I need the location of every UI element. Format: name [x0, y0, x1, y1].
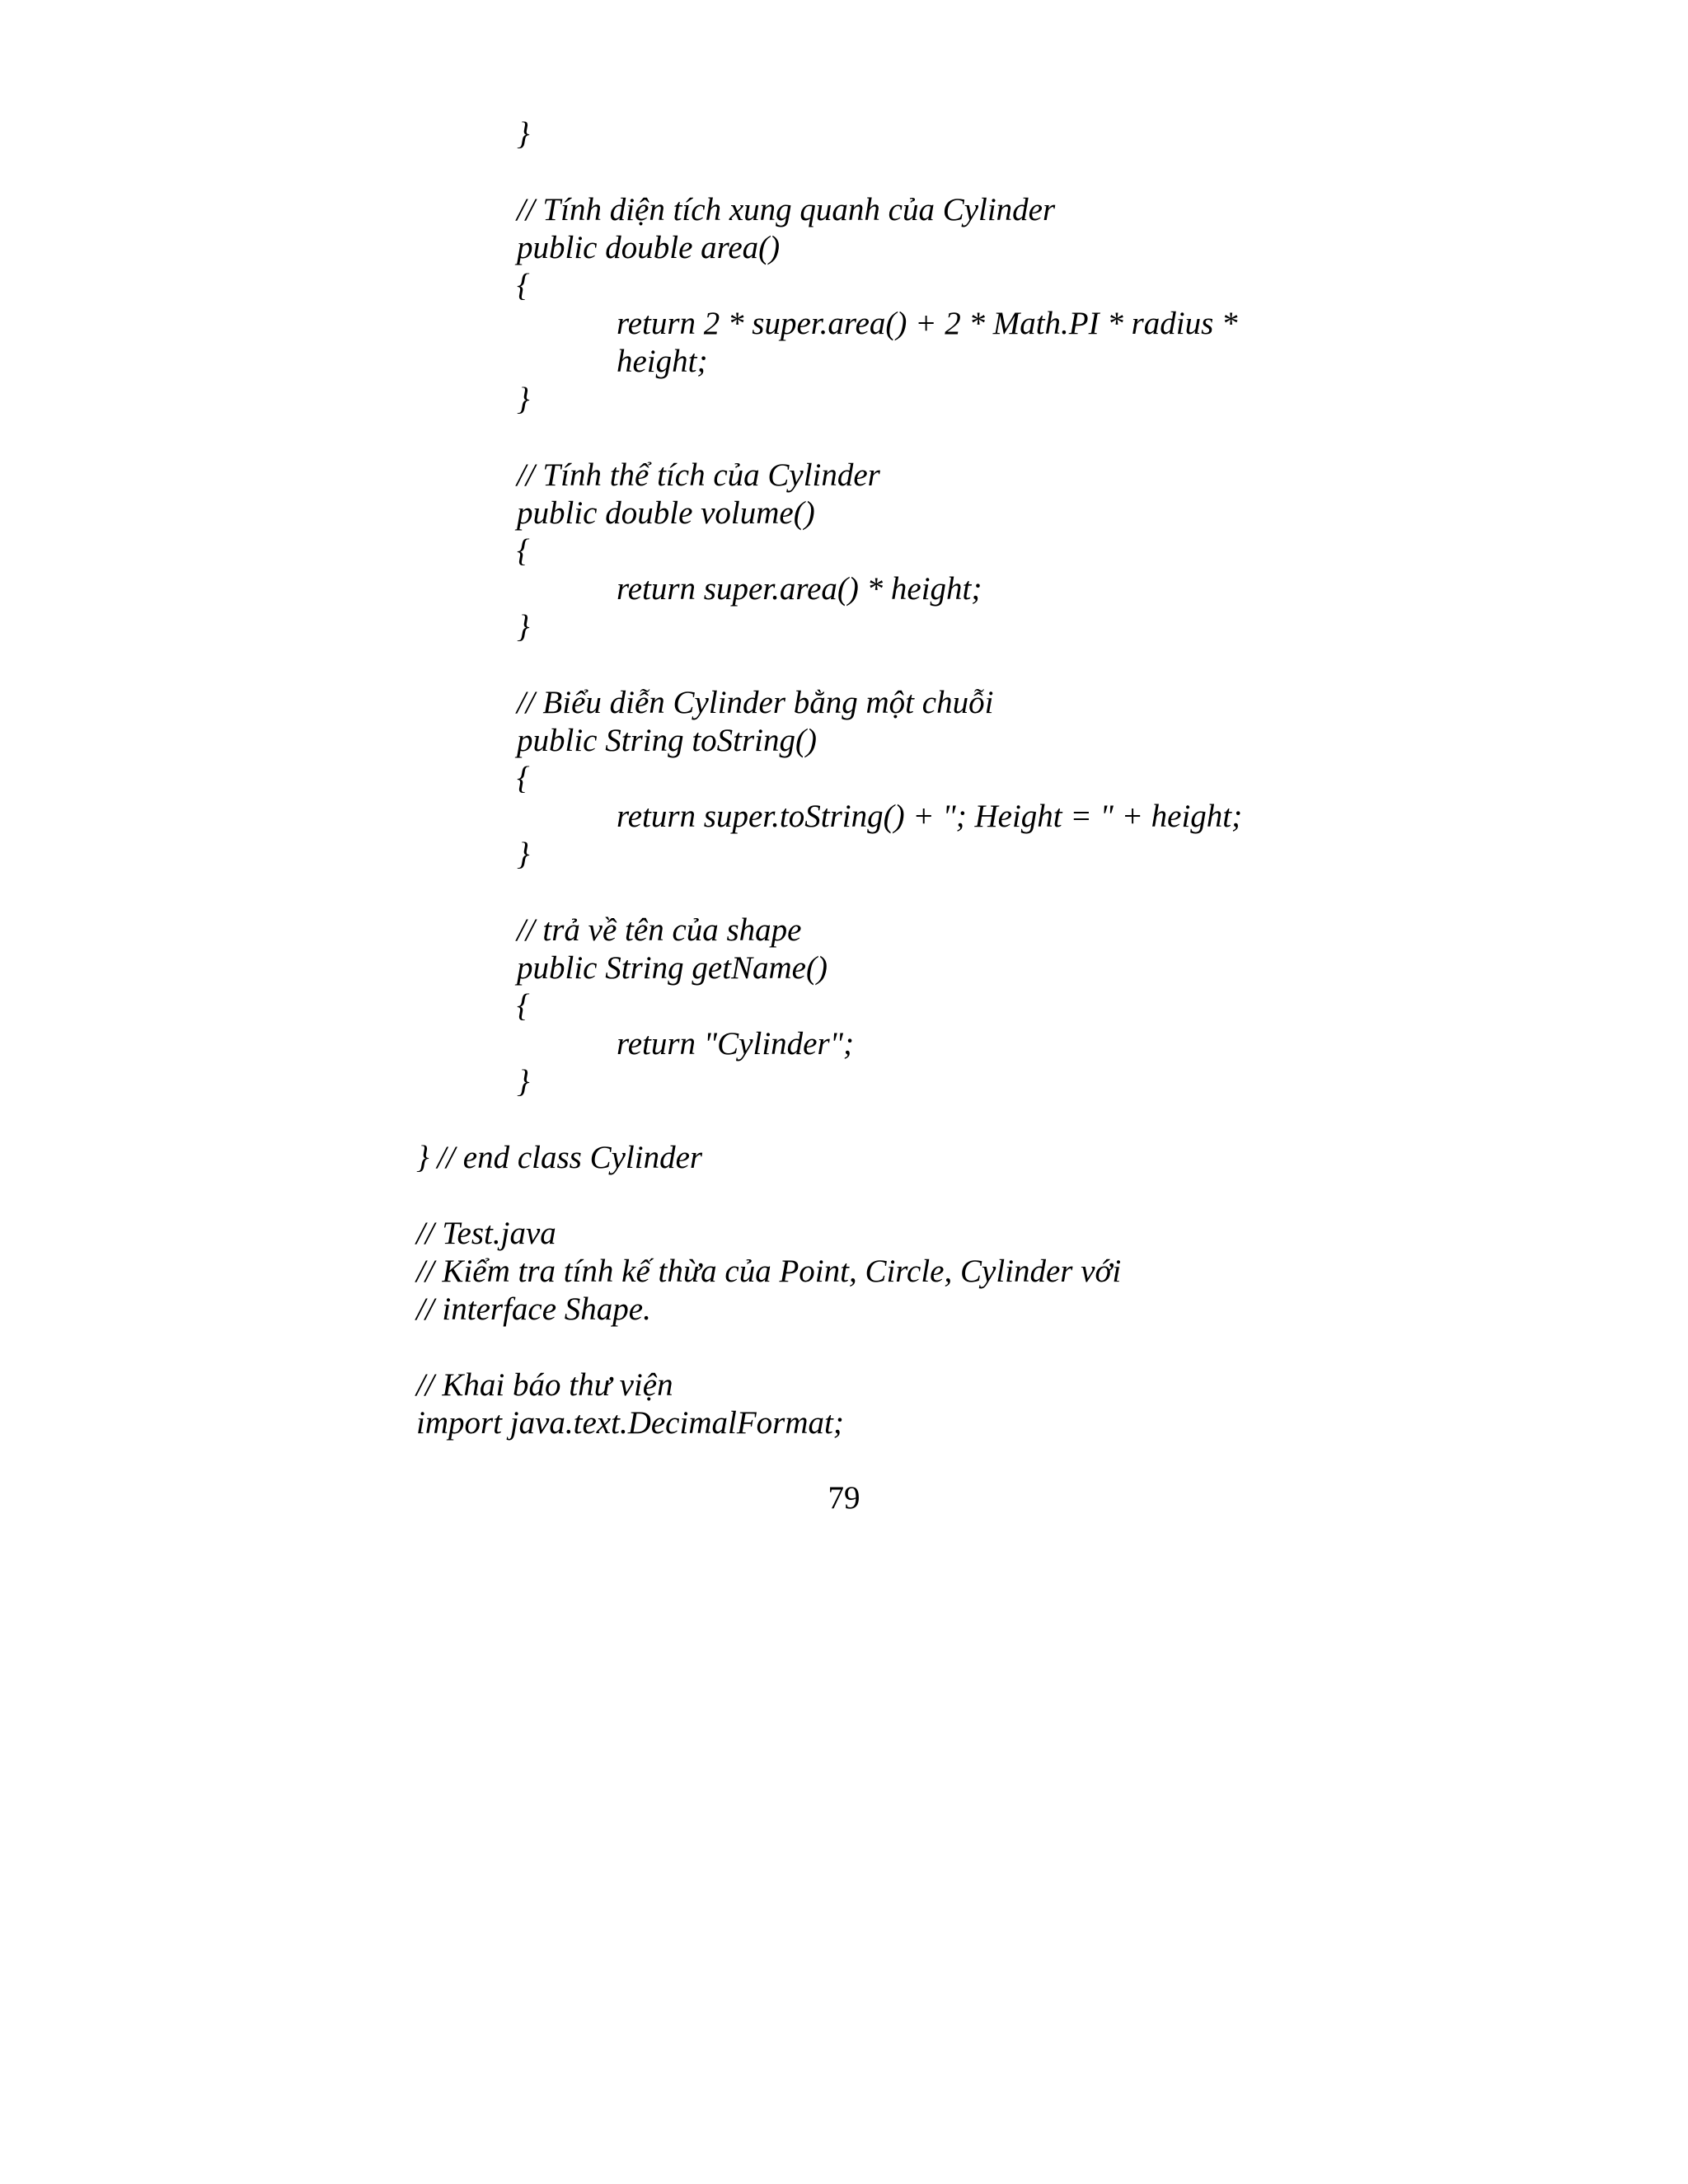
code-comment: // Tính diện tích xung quanh của Cylinder [517, 192, 1056, 227]
code-line: } [517, 1064, 530, 1099]
code-comment: // interface Shape. [416, 1291, 651, 1327]
code-line: } [517, 116, 530, 152]
code-line: { [517, 761, 530, 796]
code-line: { [517, 268, 530, 303]
code-comment: // Test.java [416, 1216, 556, 1251]
code-line: } [517, 837, 530, 872]
code-line: } [517, 382, 530, 417]
code-line: height; [617, 344, 708, 379]
code-line: { [517, 988, 530, 1024]
code-line: return 2 * super.area() + 2 * Math.PI * radius * [617, 306, 1238, 341]
code-comment: // Khai báo thư viện [416, 1367, 673, 1403]
code-line: import java.text.DecimalFormat; [416, 1405, 844, 1441]
code-line: return "Cylinder"; [617, 1026, 855, 1062]
code-line: } // end class Cylinder [416, 1140, 703, 1175]
code-line: public double area() [517, 230, 781, 265]
code-comment: // Kiểm tra tính kế thừa của Point, Circle, Cylinder với [416, 1254, 1122, 1289]
code-line: return super.area() * height; [617, 571, 982, 607]
code-comment: // Tính thể tích của Cylinder [517, 457, 880, 493]
code-line: public double volume() [517, 495, 815, 531]
code-comment: // Biểu diễn Cylinder bằng một chuỗi [517, 685, 994, 720]
code-line: public String getName() [517, 950, 828, 986]
code-line: public String toString() [517, 723, 817, 758]
code-line: return super.toString() + "; Height = " + height; [617, 799, 1243, 834]
code-comment: // trả về tên của shape [517, 912, 802, 948]
code-line: { [517, 533, 530, 569]
code-line: } [517, 609, 530, 644]
page-number: 79 [828, 1480, 860, 1516]
